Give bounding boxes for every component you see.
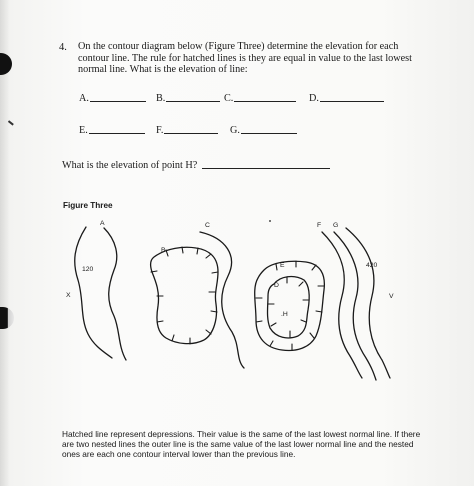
label-g: G (333, 222, 339, 229)
question-number: 4. (59, 42, 67, 53)
question-text: On the contour diagram below (Figure Three) determine the elevation for each contour line. The rule for hatched lines is they are equal in value to the last lowest normal line. What is the elevation of line: (78, 41, 412, 76)
label-a: A (100, 220, 105, 227)
blank-f-label: F. (156, 125, 164, 136)
hatches-b (151, 247, 218, 344)
point-h-label: What is the elevation of point H? (62, 160, 198, 171)
label-v: V (389, 293, 394, 300)
blank-b-label: B. (156, 93, 166, 104)
dot-mark (269, 220, 271, 222)
blank-c-label: C. (224, 93, 234, 104)
label-x: X (66, 292, 71, 299)
blank-d-label: D. (309, 93, 319, 104)
footer-note: Hatched line represent depressions. Their value is the same of the last lowest normal line. If there are two nested lines the outer line is the same value of the last lower normal line and the nested ones are each one contour interval lower than the previous line. (62, 429, 421, 459)
label-e: E (280, 262, 285, 269)
label-b: B (161, 247, 166, 254)
contour-line-a (75, 227, 112, 358)
label-d: D (274, 282, 279, 289)
contour-line-a-inner (104, 228, 126, 360)
blank-e-label: E. (79, 125, 88, 136)
label-120: 120 (82, 266, 94, 273)
label-c: C (205, 222, 210, 229)
contour-line-420 (346, 228, 390, 378)
label-point-h: .H (281, 311, 288, 318)
label-420: 420 (366, 262, 378, 269)
blank-a-label: A. (79, 93, 89, 104)
label-f: F (317, 222, 322, 229)
figure-title: Figure Three (63, 201, 113, 210)
blank-g-label: G. (230, 125, 240, 136)
contour-line-f (322, 232, 362, 378)
contour-line-c (200, 232, 244, 368)
